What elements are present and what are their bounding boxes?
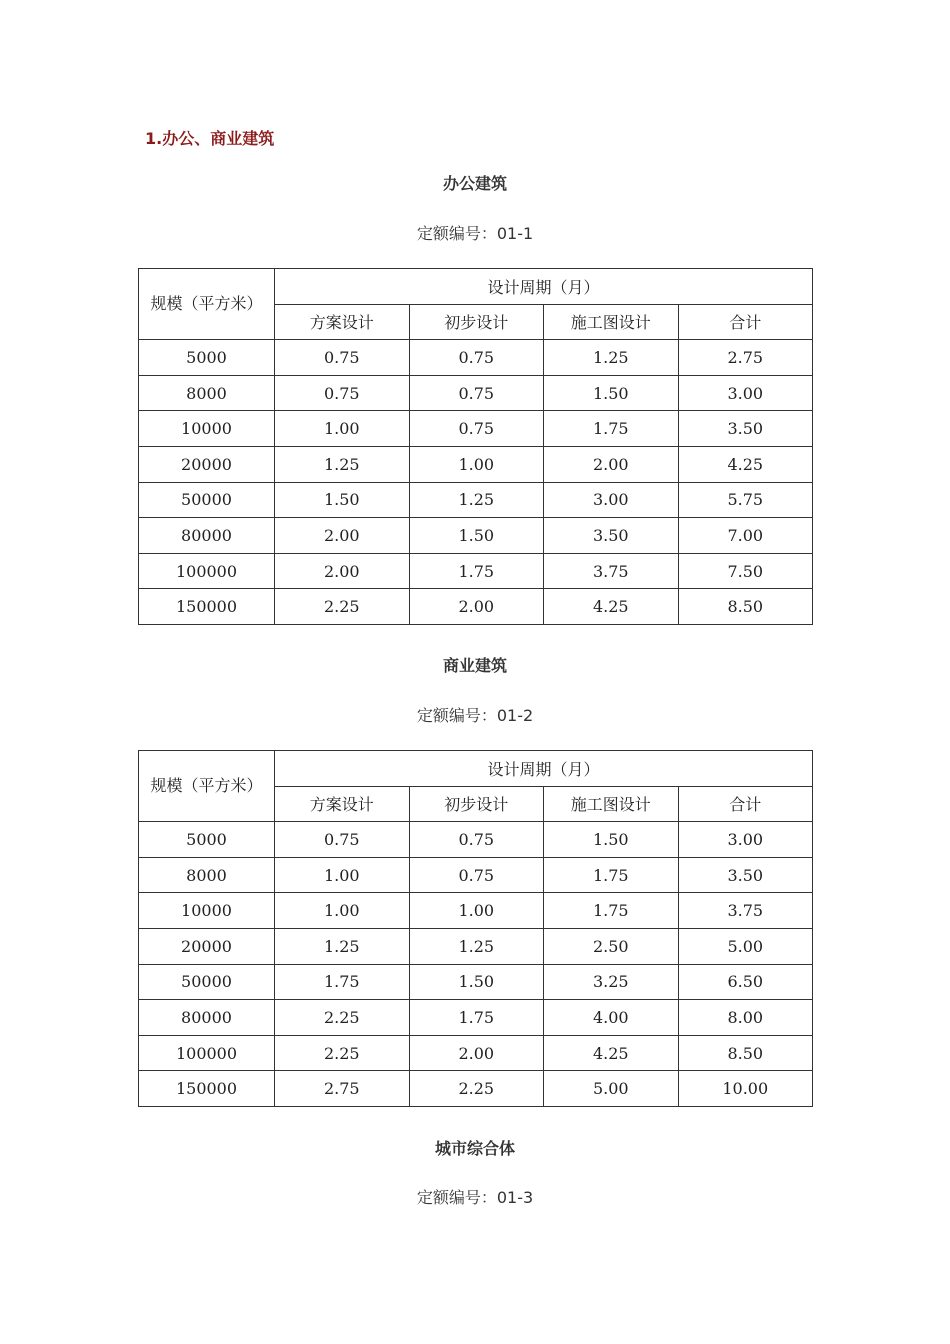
cell-scale: 150000 — [139, 589, 275, 625]
section-heading: 1.办公、商业建筑 — [145, 129, 275, 148]
cell-scale: 50000 — [139, 964, 275, 1000]
cell-scale: 150000 — [139, 1071, 275, 1107]
table-row — [139, 1071, 813, 1107]
cell-scale: 100000 — [139, 553, 275, 589]
cell-value: 2.00 — [275, 518, 410, 554]
cell-value: 0.75 — [275, 340, 410, 376]
table-row — [139, 340, 813, 376]
cell-value: 1.00 — [275, 857, 410, 893]
table-row — [139, 375, 813, 411]
cell-value: 0.75 — [409, 857, 544, 893]
cell-total: 7.00 — [678, 518, 813, 554]
table-title-office: 办公建筑 — [442, 174, 507, 193]
cell-value: 2.00 — [275, 553, 410, 589]
header-preliminary-design: 初步设计 — [409, 786, 544, 822]
cell-value: 1.75 — [275, 964, 410, 1000]
cell-value: 1.25 — [409, 482, 544, 518]
cell-scale: 8000 — [139, 857, 275, 893]
cell-value: 4.25 — [544, 589, 679, 625]
cell-value: 1.50 — [544, 375, 679, 411]
cell-total: 3.50 — [678, 857, 813, 893]
quota-number-office: 定额编号：01-1 — [416, 224, 534, 243]
cell-total: 3.00 — [678, 375, 813, 411]
header-preliminary-design: 初步设计 — [409, 304, 544, 340]
table-row — [139, 482, 813, 518]
table-row — [139, 589, 813, 625]
header-period: 设计周期（月） — [275, 269, 813, 305]
cell-value: 2.50 — [544, 928, 679, 964]
cell-total: 8.50 — [678, 589, 813, 625]
cell-value: 1.75 — [544, 411, 679, 447]
cell-value: 1.25 — [275, 928, 410, 964]
cell-scale: 50000 — [139, 482, 275, 518]
cell-value: 2.25 — [409, 1071, 544, 1107]
cell-value: 4.25 — [544, 1035, 679, 1071]
cell-value: 3.50 — [544, 518, 679, 554]
cell-scale: 20000 — [139, 928, 275, 964]
header-total: 合计 — [678, 786, 813, 822]
cell-value: 0.75 — [409, 822, 544, 858]
cell-scale: 100000 — [139, 1035, 275, 1071]
cell-value: 2.00 — [409, 1035, 544, 1071]
table-header-row — [139, 751, 813, 787]
table-title-commercial: 商业建筑 — [442, 656, 507, 675]
cell-total: 3.50 — [678, 411, 813, 447]
header-total: 合计 — [678, 304, 813, 340]
header-scheme-design: 方案设计 — [275, 786, 410, 822]
header-scheme-design: 方案设计 — [275, 304, 410, 340]
table-row — [139, 857, 813, 893]
cell-total: 10.00 — [678, 1071, 813, 1107]
cell-value: 0.75 — [409, 411, 544, 447]
table-row — [139, 928, 813, 964]
design-period-table-commercial — [138, 750, 813, 1107]
table-row — [139, 1000, 813, 1036]
cell-total: 6.50 — [678, 964, 813, 1000]
cell-total: 5.00 — [678, 928, 813, 964]
cell-value: 5.00 — [544, 1071, 679, 1107]
cell-value: 1.00 — [275, 893, 410, 929]
table-header-row — [139, 269, 813, 305]
cell-value: 3.75 — [544, 553, 679, 589]
cell-scale: 5000 — [139, 822, 275, 858]
cell-total: 7.50 — [678, 553, 813, 589]
header-period: 设计周期（月） — [275, 751, 813, 787]
cell-value: 0.75 — [409, 375, 544, 411]
cell-value: 3.00 — [544, 482, 679, 518]
cell-value: 3.25 — [544, 964, 679, 1000]
cell-value: 4.00 — [544, 1000, 679, 1036]
cell-total: 2.75 — [678, 340, 813, 376]
cell-value: 1.50 — [409, 518, 544, 554]
header-construction-drawing: 施工图设计 — [544, 786, 679, 822]
table-row — [139, 822, 813, 858]
header-scale: 规模（平方米） — [139, 269, 275, 340]
cell-scale: 20000 — [139, 446, 275, 482]
table-row — [139, 964, 813, 1000]
header-scale: 规模（平方米） — [139, 751, 275, 822]
cell-scale: 10000 — [139, 411, 275, 447]
cell-value: 2.75 — [275, 1071, 410, 1107]
cell-value: 1.00 — [409, 893, 544, 929]
cell-value: 1.50 — [409, 964, 544, 1000]
table-row — [139, 1035, 813, 1071]
cell-value: 1.25 — [544, 340, 679, 376]
cell-value: 1.75 — [409, 553, 544, 589]
cell-value: 1.00 — [275, 411, 410, 447]
cell-total: 4.25 — [678, 446, 813, 482]
cell-value: 1.75 — [544, 893, 679, 929]
quota-number-urban-complex: 定额编号：01-3 — [416, 1188, 534, 1207]
cell-value: 2.25 — [275, 1035, 410, 1071]
cell-value: 2.00 — [544, 446, 679, 482]
cell-value: 1.75 — [544, 857, 679, 893]
cell-value: 2.25 — [275, 1000, 410, 1036]
cell-scale: 5000 — [139, 340, 275, 376]
cell-value: 1.75 — [409, 1000, 544, 1036]
cell-total: 3.75 — [678, 893, 813, 929]
cell-value: 1.50 — [544, 822, 679, 858]
table-row — [139, 411, 813, 447]
cell-value: 1.00 — [409, 446, 544, 482]
table-row — [139, 446, 813, 482]
cell-value: 0.75 — [409, 340, 544, 376]
table-row — [139, 553, 813, 589]
quota-number-commercial: 定额编号：01-2 — [416, 706, 534, 725]
cell-value: 0.75 — [275, 822, 410, 858]
cell-scale: 80000 — [139, 1000, 275, 1036]
cell-scale: 10000 — [139, 893, 275, 929]
table-row — [139, 893, 813, 929]
cell-value: 1.25 — [409, 928, 544, 964]
cell-total: 5.75 — [678, 482, 813, 518]
design-period-table-office — [138, 268, 813, 625]
cell-value: 1.50 — [275, 482, 410, 518]
header-construction-drawing: 施工图设计 — [544, 304, 679, 340]
cell-value: 0.75 — [275, 375, 410, 411]
cell-value: 2.25 — [275, 589, 410, 625]
table-title-urban-complex: 城市综合体 — [434, 1139, 515, 1158]
cell-total: 8.50 — [678, 1035, 813, 1071]
cell-scale: 80000 — [139, 518, 275, 554]
table-row — [139, 518, 813, 554]
cell-total: 3.00 — [678, 822, 813, 858]
cell-total: 8.00 — [678, 1000, 813, 1036]
cell-value: 2.00 — [409, 589, 544, 625]
cell-scale: 8000 — [139, 375, 275, 411]
cell-value: 1.25 — [275, 446, 410, 482]
